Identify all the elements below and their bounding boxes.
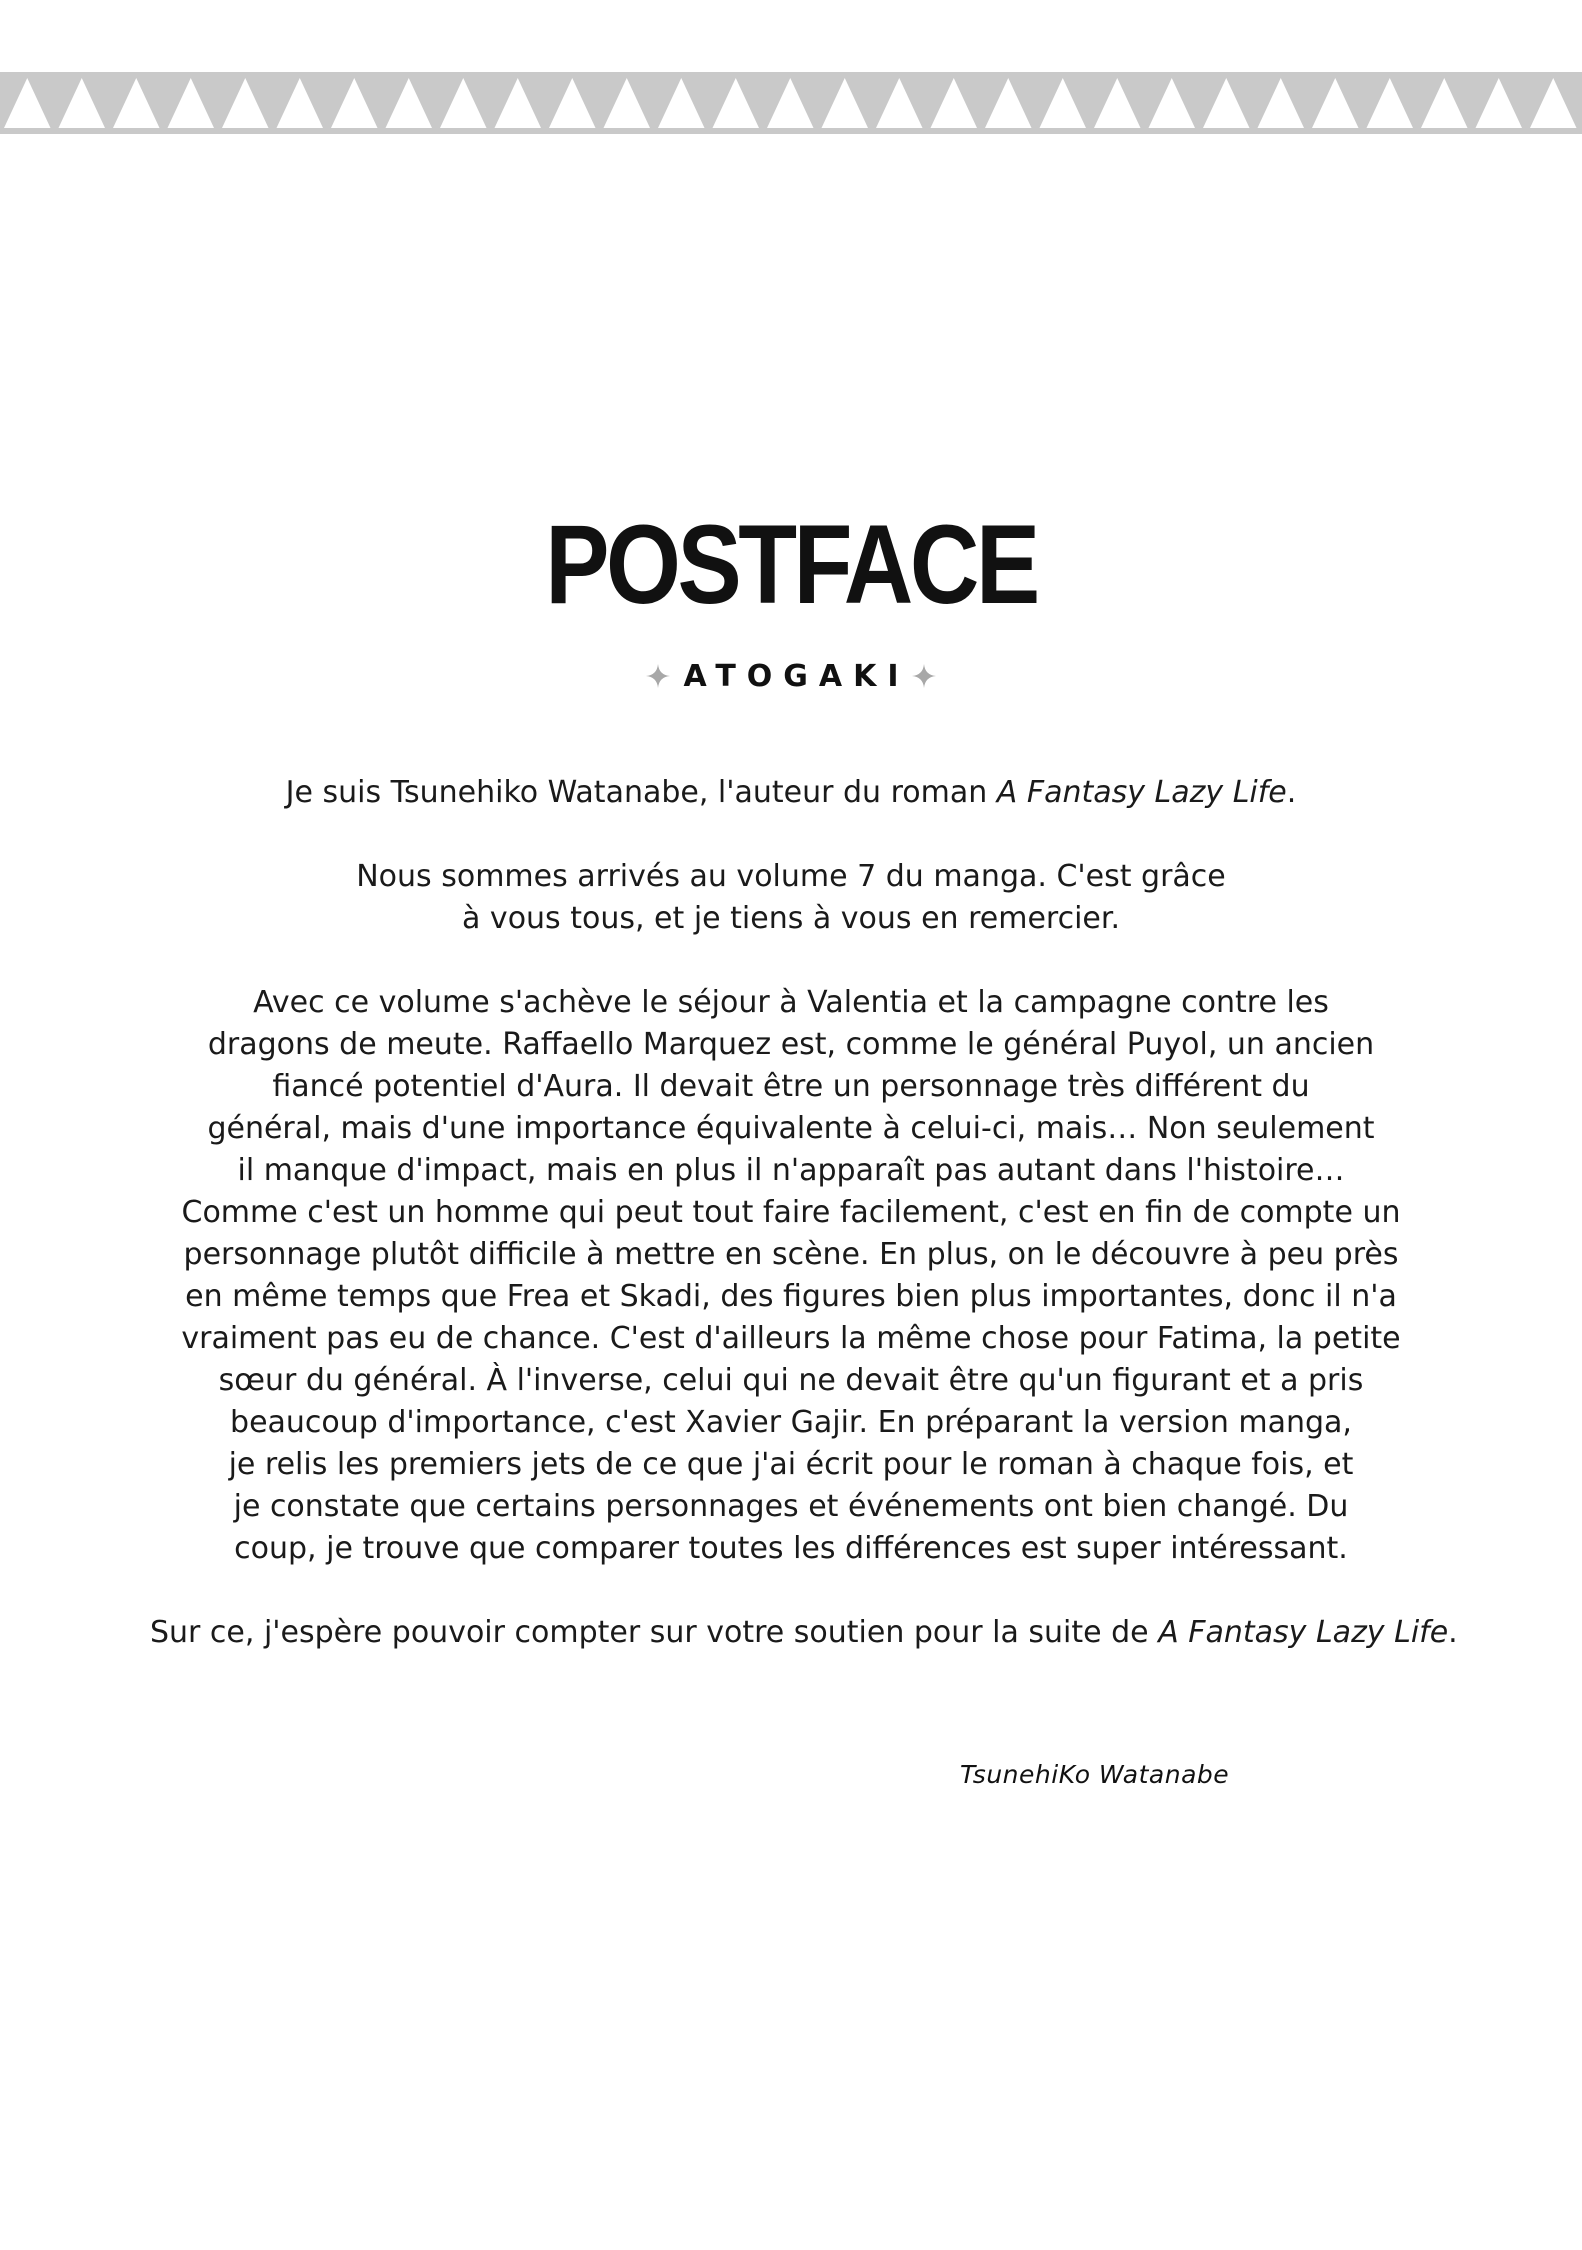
text-line [150,1612,1458,1654]
text-line [150,1234,1432,1276]
text-segment: il manque d'impact, mais en plus il n'apparaît pas autant dans l'histoire… [237,1153,1345,1188]
text-segment: à vous tous, et je tiens à vous en remercier. [462,901,1120,936]
triangle-border-decoration [0,72,1582,134]
book-title-italic: A Fantasy Lazy Life [1158,1615,1449,1650]
text-segment: . [1286,775,1297,810]
text-segment: dragons de meute. Raffaello Marquez est, comme le général Puyol, un ancien [207,1027,1375,1062]
text-segment: personnage plutôt difficile à mettre en scène. En plus, on le découvre à peu près [183,1237,1399,1272]
subtitle-row [0,655,1582,697]
text-segment: en même temps que Frea et Skadi, des figures bien plus importantes, donc il n'a [185,1279,1397,1314]
text-segment: général, mais d'une importance équivalente à celui-ci, mais… Non seulement [207,1111,1375,1146]
page-subtitle: ATOGAKI [683,658,910,694]
text-segment: Je suis Tsunehiko Watanabe, l'auteur du roman [285,775,997,810]
text-line [150,1024,1432,1066]
paragraph [150,1612,1458,1654]
text-line [150,898,1432,940]
text-segment: Sur ce, j'espère pouvoir compter sur votre soutien pour la suite de [150,1615,1159,1650]
text-line [150,1150,1432,1192]
sparkle-right-icon [911,663,937,689]
text-segment: Nous sommes arrivés au volume 7 du manga. C'est grâce [356,859,1226,894]
text-line [150,1528,1432,1570]
sparkle-left-icon [645,663,671,689]
text-line [150,1192,1432,1234]
text-line [150,1444,1432,1486]
text-line [150,982,1432,1024]
text-segment: Avec ce volume s'achève le séjour à Valentia et la campagne contre les [253,985,1329,1020]
text-line [150,1276,1432,1318]
text-line [150,1360,1432,1402]
text-line [150,1108,1432,1150]
text-line [150,1402,1432,1444]
text-segment: coup, je trouve que comparer toutes les différences est super intéressant. [234,1531,1348,1566]
text-segment: Comme c'est un homme qui peut tout faire facilement, c'est en fin de compte un [181,1195,1401,1230]
text-line [150,1486,1432,1528]
text-line [150,1066,1432,1108]
text-line [150,856,1432,898]
page-title: POSTFACE [545,502,1037,627]
book-title-italic: A Fantasy Lazy Life [996,775,1287,810]
text-segment: sœur du général. À l'inverse, celui qui ne devait être qu'un figurant et a pris [218,1363,1364,1398]
text-segment: vraiment pas eu de chance. C'est d'ailleurs la même chose pour Fatima, la petite [181,1321,1401,1356]
paragraph [150,772,1432,814]
text-segment: fiancé potentiel d'Aura. Il devait être un personnage très différent du [272,1069,1310,1104]
text-segment: . [1448,1615,1458,1650]
text-line [150,1318,1432,1360]
text-line [150,772,1432,814]
text-segment: je relis les premiers jets de ce que j'ai écrit pour le roman à chaque fois, et [228,1447,1354,1482]
text-segment: beaucoup d'importance, c'est Xavier Gajir. En préparant la version manga, [230,1405,1352,1440]
author-signature: TsunehiKo Watanabe [960,1760,1230,1789]
text-segment: je constate que certains personnages et événements ont bien changé. Du [233,1489,1349,1524]
paragraph [150,982,1432,1570]
postface-body [150,772,1458,1696]
paragraph [150,856,1432,940]
